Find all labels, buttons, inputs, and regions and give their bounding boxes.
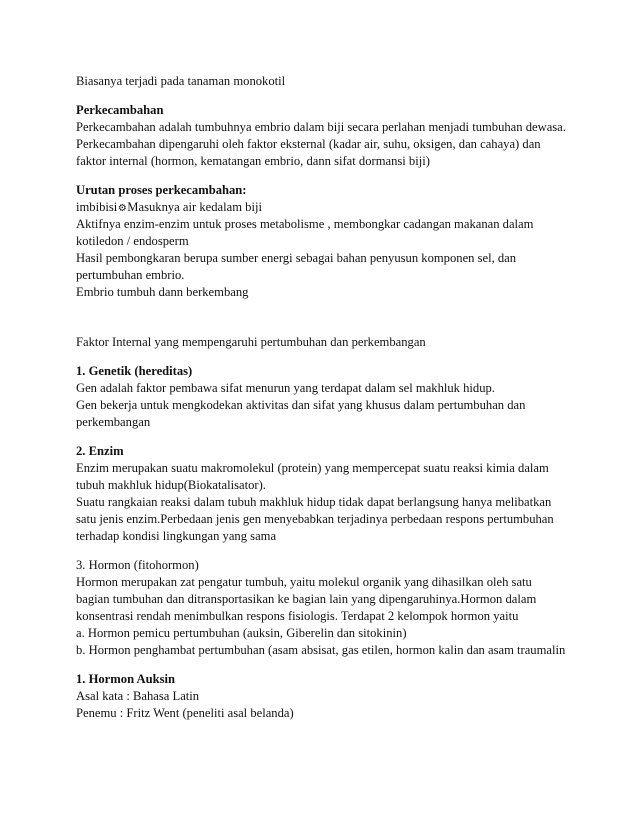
genetik-heading: 1. Genetik (hereditas) [76,364,193,378]
perkecambahan-line: faktor internal (hormon, kematangan embrio, dann sifat dormansi biji) [76,154,430,168]
imbibisi-line [76,199,596,216]
enzim-heading: 2. Enzim [76,444,124,458]
perkecambahan-line: Perkecambahan dipengaruhi oleh faktor eksternal (kadar air, suhu, oksigen, dan cahaya) dan [76,137,541,151]
genetik-line: Gen bekerja untuk mengkodekan aktivitas dan sifat yang khusus dalam pertumbuhan dan [76,398,526,412]
auksin-line: Penemu : Fritz Went (peneliti asal belanda) [76,706,294,720]
perkecambahan-line: Perkecambahan adalah tumbuhnya embrio dalam biji secara perlahan menjadi tumbuhan dewasa. [76,120,566,134]
document-page [76,73,596,722]
enzim-line: terhadap kondisi lingkungan yang sama [76,529,277,543]
urutan-line: Hasil pembongkaran berupa sumber energi sebagai bahan penyusun komponen sel, dan [76,251,517,265]
genetik-line: Gen adalah faktor pembawa sifat menurun yang terdapat dalam sel makhluk hidup. [76,381,495,395]
intro-text: Biasanya terjadi pada tanaman monokotil [76,74,286,88]
hormon-line: konsentrasi rendah menimbulkan respons fisiologis. Terdapat 2 kelompok hormon yaitu [76,609,519,623]
enzim-line: Enzim merupakan suatu makromolekul (protein) yang mempercepat suatu reaksi kimia dalam [76,461,549,475]
auksin-heading: 1. Hormon Auksin [76,672,176,686]
imbibisi-term: imbibisi [76,200,118,214]
hormon-heading: 3. Hormon (fitohormon) [76,558,199,572]
urutan-line: kotiledon / endosperm [76,234,189,248]
enzim-line: tubuh makhluk hidup(Biokatalisator). [76,478,266,492]
enzim-line: satu jenis enzim.Perbedaan jenis gen menyebabkan terjadinya perbedaan respons pertumbuhan [76,512,554,526]
urutan-line: pertumbuhan embrio. [76,268,185,282]
hormon-line: b. Hormon penghambat pertumbuhan (asam absisat, gas etilen, hormon kalin dan asam traumalin [76,643,566,657]
enzim-line: Suatu rangkaian reaksi dalam tubuh makhluk hidup tidak dapat berlangsung hanya melibatkan [76,495,552,509]
urutan-heading: Urutan proses perkecambahan: [76,183,247,197]
urutan-line: Embrio tumbuh dann berkembang [76,285,249,299]
perkecambahan-heading: Perkecambahan [76,103,164,117]
imbibisi-description: Masuknya air kedalam biji [127,200,262,214]
urutan-line: Aktifnya enzim-enzim untuk proses metabolisme , membongkar cadangan makanan dalam [76,217,534,231]
faktor-internal-title: Faktor Internal yang mempengaruhi pertumbuhan dan perkembangan [76,335,426,349]
auksin-line: Asal kata : Bahasa Latin [76,689,200,703]
hormon-line: Hormon merupakan zat pengatur tumbuh, yaitu molekul organik yang dihasilkan oleh satu [76,575,532,589]
genetik-line: perkembangan [76,415,151,429]
hormon-line: bagian tumbuhan dan ditransportasikan ke bagian lain yang dipengaruhinya.Hormon dalam [76,592,537,606]
gear-symbol-icon: ⚙ [117,203,127,214]
hormon-line: a. Hormon pemicu pertumbuhan (auksin, Giberelin dan sitokinin) [76,626,407,640]
